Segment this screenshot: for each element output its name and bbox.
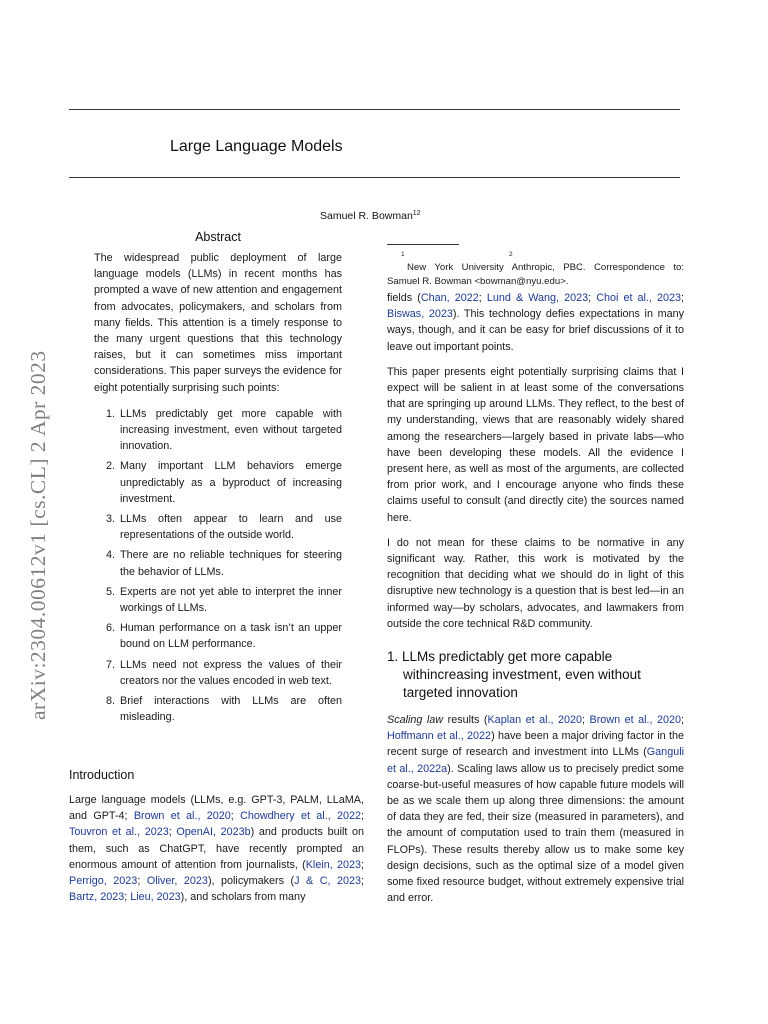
author-name: Samuel R. Bowman	[320, 210, 413, 222]
body-paragraph: This paper presents eight potentially surprising claims that I expect will be salient in at least some of the conversations that are springing up around LLMs. They reflect, to the best of my understanding, views that are reasonably widely shared among the researchers—largely based in private labs—who have been developing these models. All the evidence I present here, as well as most of the arguments, are collected from prior work, and I encourage anyone who finds these claims useful to consult (and directly cite) the sources named here.	[387, 365, 684, 524]
citation-link[interactable]: Brown et al., 2020	[589, 714, 681, 727]
abstract-point: 8. Brief interactions with LLMs are often misleading.	[118, 693, 342, 725]
citation-link[interactable]: Chowdhery et al., 2022	[240, 810, 362, 823]
citation-link[interactable]: Ganguli et al., 2022a	[387, 746, 684, 775]
paper-title: Large Language Models	[170, 138, 343, 155]
abstract-points-list	[94, 406, 342, 726]
abstract-point: 3. LLMs often appear to learn and use representations of the outside world.	[118, 511, 342, 543]
section-heading: 1. LLMs predictably get more capable withincreasing investment, even without targeted innovation	[387, 649, 641, 701]
body-paragraph: Scaling law results (Kaplan et al., 2020; Brown et al., 2020; Hoffmann et al., 2022) have been a major driving factor in the recent surge of research and investment into LLMs (Ganguli et al., 2022a). Scaling laws allow us to precisely predict some coarse-but-useful measures of how capable future models will be as we scale them up along three dimensions: the amount of data they are fed, their size (measured in parameters), and the amount of computation used to train them (measured in FLOPs). These results thereby allow us to make some key design decisions, such as the optimal size of a model given some fixed resource budget, without extremely expensive trial and error.	[387, 714, 685, 905]
footnote-mark: 1	[401, 251, 405, 258]
citation-link[interactable]: Biswas, 2023	[387, 308, 453, 321]
citation-link[interactable]: Klein, 2023	[305, 858, 361, 871]
body-paragraph: fields (Chan, 2022; Lund & Wang, 2023; Choi et al., 2023; Biswas, 2023). This technology defies expectations in many ways, though, and it can be easy for brief discussions of it to leave out important points.	[387, 292, 685, 353]
introduction-paragraph: Large language models (LLMs, e.g. GPT-3, PALM, LLaMA, and GPT-4; Brown et al., 2020; Chowdhery et al., 2022; Touvron et al., 2023; OpenAI, 2023b) and products built on them, such as ChatGPT, have recently prompted an enormous amount of attention from journalists, (Klein, 2023; Perrigo, 2023; Oliver, 2023), policymakers (J & C, 2023; Bartz, 2023; Lieu, 2023), and scholars from many	[69, 794, 365, 904]
top-rule	[69, 109, 680, 110]
abstract-point: 5. Experts are not yet able to interpret the inner workings of LLMs.	[118, 584, 342, 616]
citation-link[interactable]: OpenAI, 2023b	[176, 826, 251, 839]
citation-link[interactable]: J & C, 2023	[294, 875, 361, 888]
abstract-heading: Abstract	[195, 230, 241, 244]
citation-link[interactable]: Lund & Wang, 2023	[486, 292, 589, 304]
author-affiliation-marks: 12	[412, 210, 421, 217]
arxiv-identifier: arXiv:2304.00612v1 [cs.CL] 2 Apr 2023	[26, 350, 50, 720]
citation-link[interactable]: Bartz, 2023	[69, 891, 125, 904]
author-line	[320, 210, 421, 222]
citation-link[interactable]: Lieu, 2023	[130, 891, 181, 904]
citation-link[interactable]: Chan, 2022	[420, 292, 479, 304]
introduction-section	[69, 768, 364, 905]
citation-link[interactable]: Choi et al., 2023	[596, 292, 682, 304]
citation-link[interactable]: Oliver, 2023	[146, 875, 208, 888]
citation-link[interactable]: Touvron et al., 2023	[69, 826, 169, 839]
citation-link[interactable]: Kaplan et al., 2020	[487, 714, 582, 727]
title-bottom-rule	[69, 177, 680, 178]
footnote-marks	[387, 251, 684, 261]
abstract-point: 6. Human performance on a task isn’t an upper bound on LLM performance.	[118, 620, 342, 652]
introduction-heading: Introduction	[69, 768, 135, 782]
citation-link[interactable]: Perrigo, 2023	[69, 875, 138, 888]
body-paragraph: I do not mean for these claims to be normative in any significant way. Rather, this work is motivated by the recognition that deciding what we should do in light of this disruptive new technology is a question that is best led—in an informed way—by scholars, advocates, and lawmakers from outside the core technical R&D community.	[387, 536, 684, 630]
footnote-affiliation: New York University Anthropic, PBC. Correspondence to: Samuel R. Bowman <bowman@nyu.edu>.	[387, 262, 684, 287]
abstract-point: 7. LLMs need not express the values of their creators nor the values encoded in web text.	[118, 657, 342, 689]
citation-link[interactable]: Hoffmann et al., 2022	[387, 730, 492, 743]
right-column	[387, 240, 684, 907]
abstract-point: 4. There are no reliable techniques for steering the behavior of LLMs.	[118, 547, 342, 579]
footnote-mark: 2	[509, 251, 513, 258]
footnote-rule	[387, 244, 459, 245]
abstract-point: 2. Many important LLM behaviors emerge unpredictably as a byproduct of increasing investment.	[118, 458, 342, 507]
abstract-text: The widespread public deployment of large language models (LLMs) in recent months has prompted a wave of new attention and engagement from advocates, policymakers, and scholars from many fields. This attention is a timely response to the many urgent questions that this technology raises, but it can sometimes miss important considerations. This paper surveys the evidence for eight potentially surprising such points:	[94, 252, 342, 394]
citation-link[interactable]: Brown et al., 2020	[133, 810, 231, 823]
abstract-point: 1. LLMs predictably get more capable with increasing investment, even without targeted innovation.	[118, 406, 342, 455]
abstract-section	[94, 228, 342, 729]
